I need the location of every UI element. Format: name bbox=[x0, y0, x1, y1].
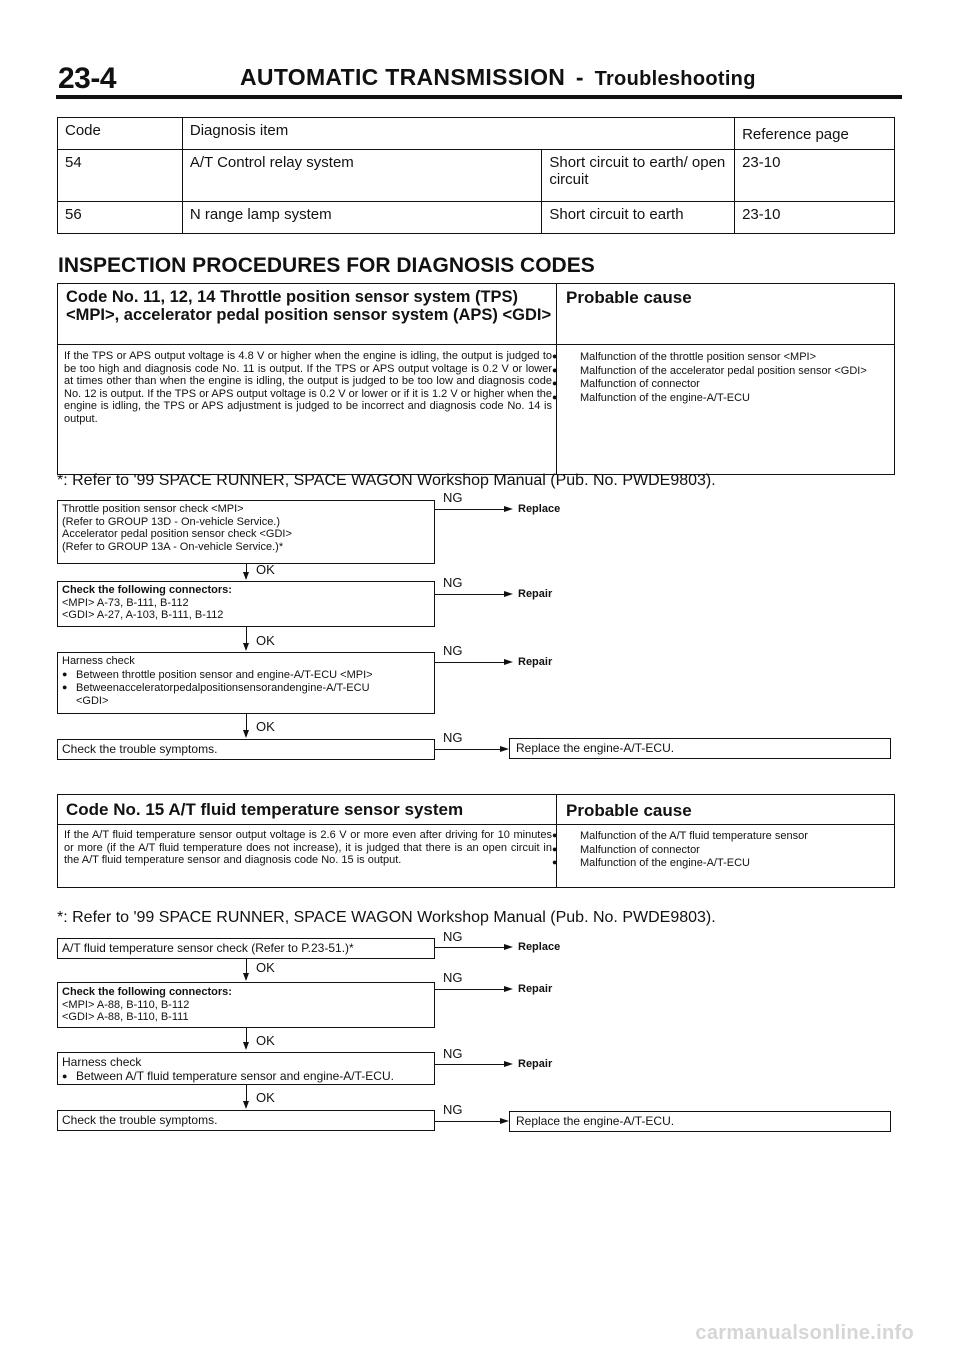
result-replace-ecu: Replace the engine-A/T-ECU. bbox=[509, 738, 891, 759]
flow-step-1-1: Throttle position sensor check <MPI> (Refer to GROUP 13D - On-vehicle Service.) Accelerator pedal position sensor check <GDI> (Refer to GROUP 13A - On-vehicle Service.)* bbox=[57, 500, 435, 564]
procedure-description-2: If the A/T fluid temperature sensor output voltage is 2.6 V or more even after driving for 10 minutes or more (if the A/T fluid temperature does not increase), it is judged that there is an open circuit in the A/T fluid temperature sensor and diagnosis code No. 15 is output. bbox=[64, 829, 552, 866]
code-table bbox=[57, 117, 895, 234]
list-item: ● Malfunction of the A/T fluid temperature sensor bbox=[566, 829, 891, 843]
table-row: 54 A/T Control relay system Short circuit to earth/ open circuit 23-10 bbox=[58, 150, 895, 202]
header-rule bbox=[56, 95, 902, 99]
result-repair: Repair bbox=[518, 656, 553, 668]
section-title: INSPECTION PROCEDURES FOR DIAGNOSIS CODES bbox=[58, 254, 595, 277]
list-item: ● Malfunction of connector bbox=[566, 843, 891, 857]
flow-step-2-3: Harness check ● Between A/T fluid temperature sensor and engine-A/T-ECU. bbox=[57, 1052, 435, 1085]
list-item: ● Malfunction of connector bbox=[566, 377, 891, 391]
flow-step-1-3: Harness check ● Between throttle position sensor and engine-A/T-ECU <MPI> ● Betweenacceleratorpedalpositionsensorandengine-A/T-ECU <GDI> bbox=[57, 652, 435, 714]
procedure-title-2: Code No. 15 A/T fluid temperature sensor system bbox=[66, 800, 464, 819]
result-replace: Replace bbox=[518, 941, 561, 953]
procedure-box-2 bbox=[57, 794, 895, 888]
probable-cause-list-1 bbox=[566, 350, 891, 404]
procedure-description-1: If the TPS or APS output voltage is 4.8 V or higher when the engine is idling, the output is judged to be too high and diagnosis code No. 11 is output. If the TPS or APS output voltage is 0.2 V or lower at times other than when the engine is idling, the output is judged to be too low and diagnosis code No. 12 is output. If the TPS or APS output voltage is 0.2 V or lower or if it is 1.2 V or higher when the engine is idling, the TPS or APS adjustment is judged to be incorrect and diagnosis code No. 14 is output. bbox=[64, 350, 552, 425]
result-replace-ecu: Replace the engine-A/T-ECU. bbox=[509, 1111, 891, 1132]
flow-step-2-1: A/T fluid temperature sensor check (Refer to P.23-51.)* bbox=[57, 938, 435, 959]
reference-note-1: *: Refer to '99 SPACE RUNNER, SPACE WAGON Workshop Manual (Pub. No. PWDE9803). bbox=[57, 472, 716, 489]
probable-cause-header-2: Probable cause bbox=[566, 801, 692, 820]
watermark: carmanualsonline.info bbox=[695, 1322, 914, 1344]
code-header: Code bbox=[58, 118, 183, 150]
result-replace: Replace bbox=[518, 503, 561, 515]
flow-step-1-2: Check the following connectors: <MPI> A-73, B-111, B-112 <GDI> A-27, A-103, B-111, B-112 bbox=[57, 581, 435, 627]
flow-step-2-2: Check the following connectors: <MPI> A-88, B-110, B-112 <GDI> A-88, B-110, B-111 bbox=[57, 982, 435, 1028]
procedure-title-1: Code No. 11, 12, 14 Throttle position sensor system (TPS) <MPI>, accelerator pedal position sensor system (APS) <GDI> bbox=[66, 288, 552, 324]
flow-step-1-4: Check the trouble symptoms. bbox=[57, 739, 435, 760]
page-title: AUTOMATIC TRANSMISSION - Troubleshooting bbox=[240, 64, 756, 90]
page-number: 23-4 bbox=[58, 62, 117, 95]
list-item: ● Malfunction of the engine-A/T-ECU bbox=[566, 856, 891, 870]
ref-header: Reference page bbox=[735, 118, 895, 150]
item-header: Diagnosis item bbox=[182, 118, 734, 150]
result-repair: Repair bbox=[518, 588, 553, 600]
procedure-box-1 bbox=[57, 283, 895, 475]
table-row: 56 N range lamp system Short circuit to earth 23-10 bbox=[58, 202, 895, 234]
reference-note-2: *: Refer to '99 SPACE RUNNER, SPACE WAGON Workshop Manual (Pub. No. PWDE9803). bbox=[57, 909, 716, 926]
result-repair: Repair bbox=[518, 1058, 553, 1070]
list-item: ● Malfunction of the accelerator pedal position sensor <GDI> bbox=[566, 364, 891, 378]
list-item: ● Malfunction of the engine-A/T-ECU bbox=[566, 391, 891, 405]
probable-cause-list-2 bbox=[566, 829, 891, 870]
page-subtitle: Troubleshooting bbox=[594, 68, 756, 90]
result-repair: Repair bbox=[518, 983, 553, 995]
probable-cause-header-1: Probable cause bbox=[566, 288, 692, 307]
flow-step-2-4: Check the trouble symptoms. bbox=[57, 1110, 435, 1131]
list-item: ● Malfunction of the throttle position sensor <MPI> bbox=[566, 350, 891, 364]
